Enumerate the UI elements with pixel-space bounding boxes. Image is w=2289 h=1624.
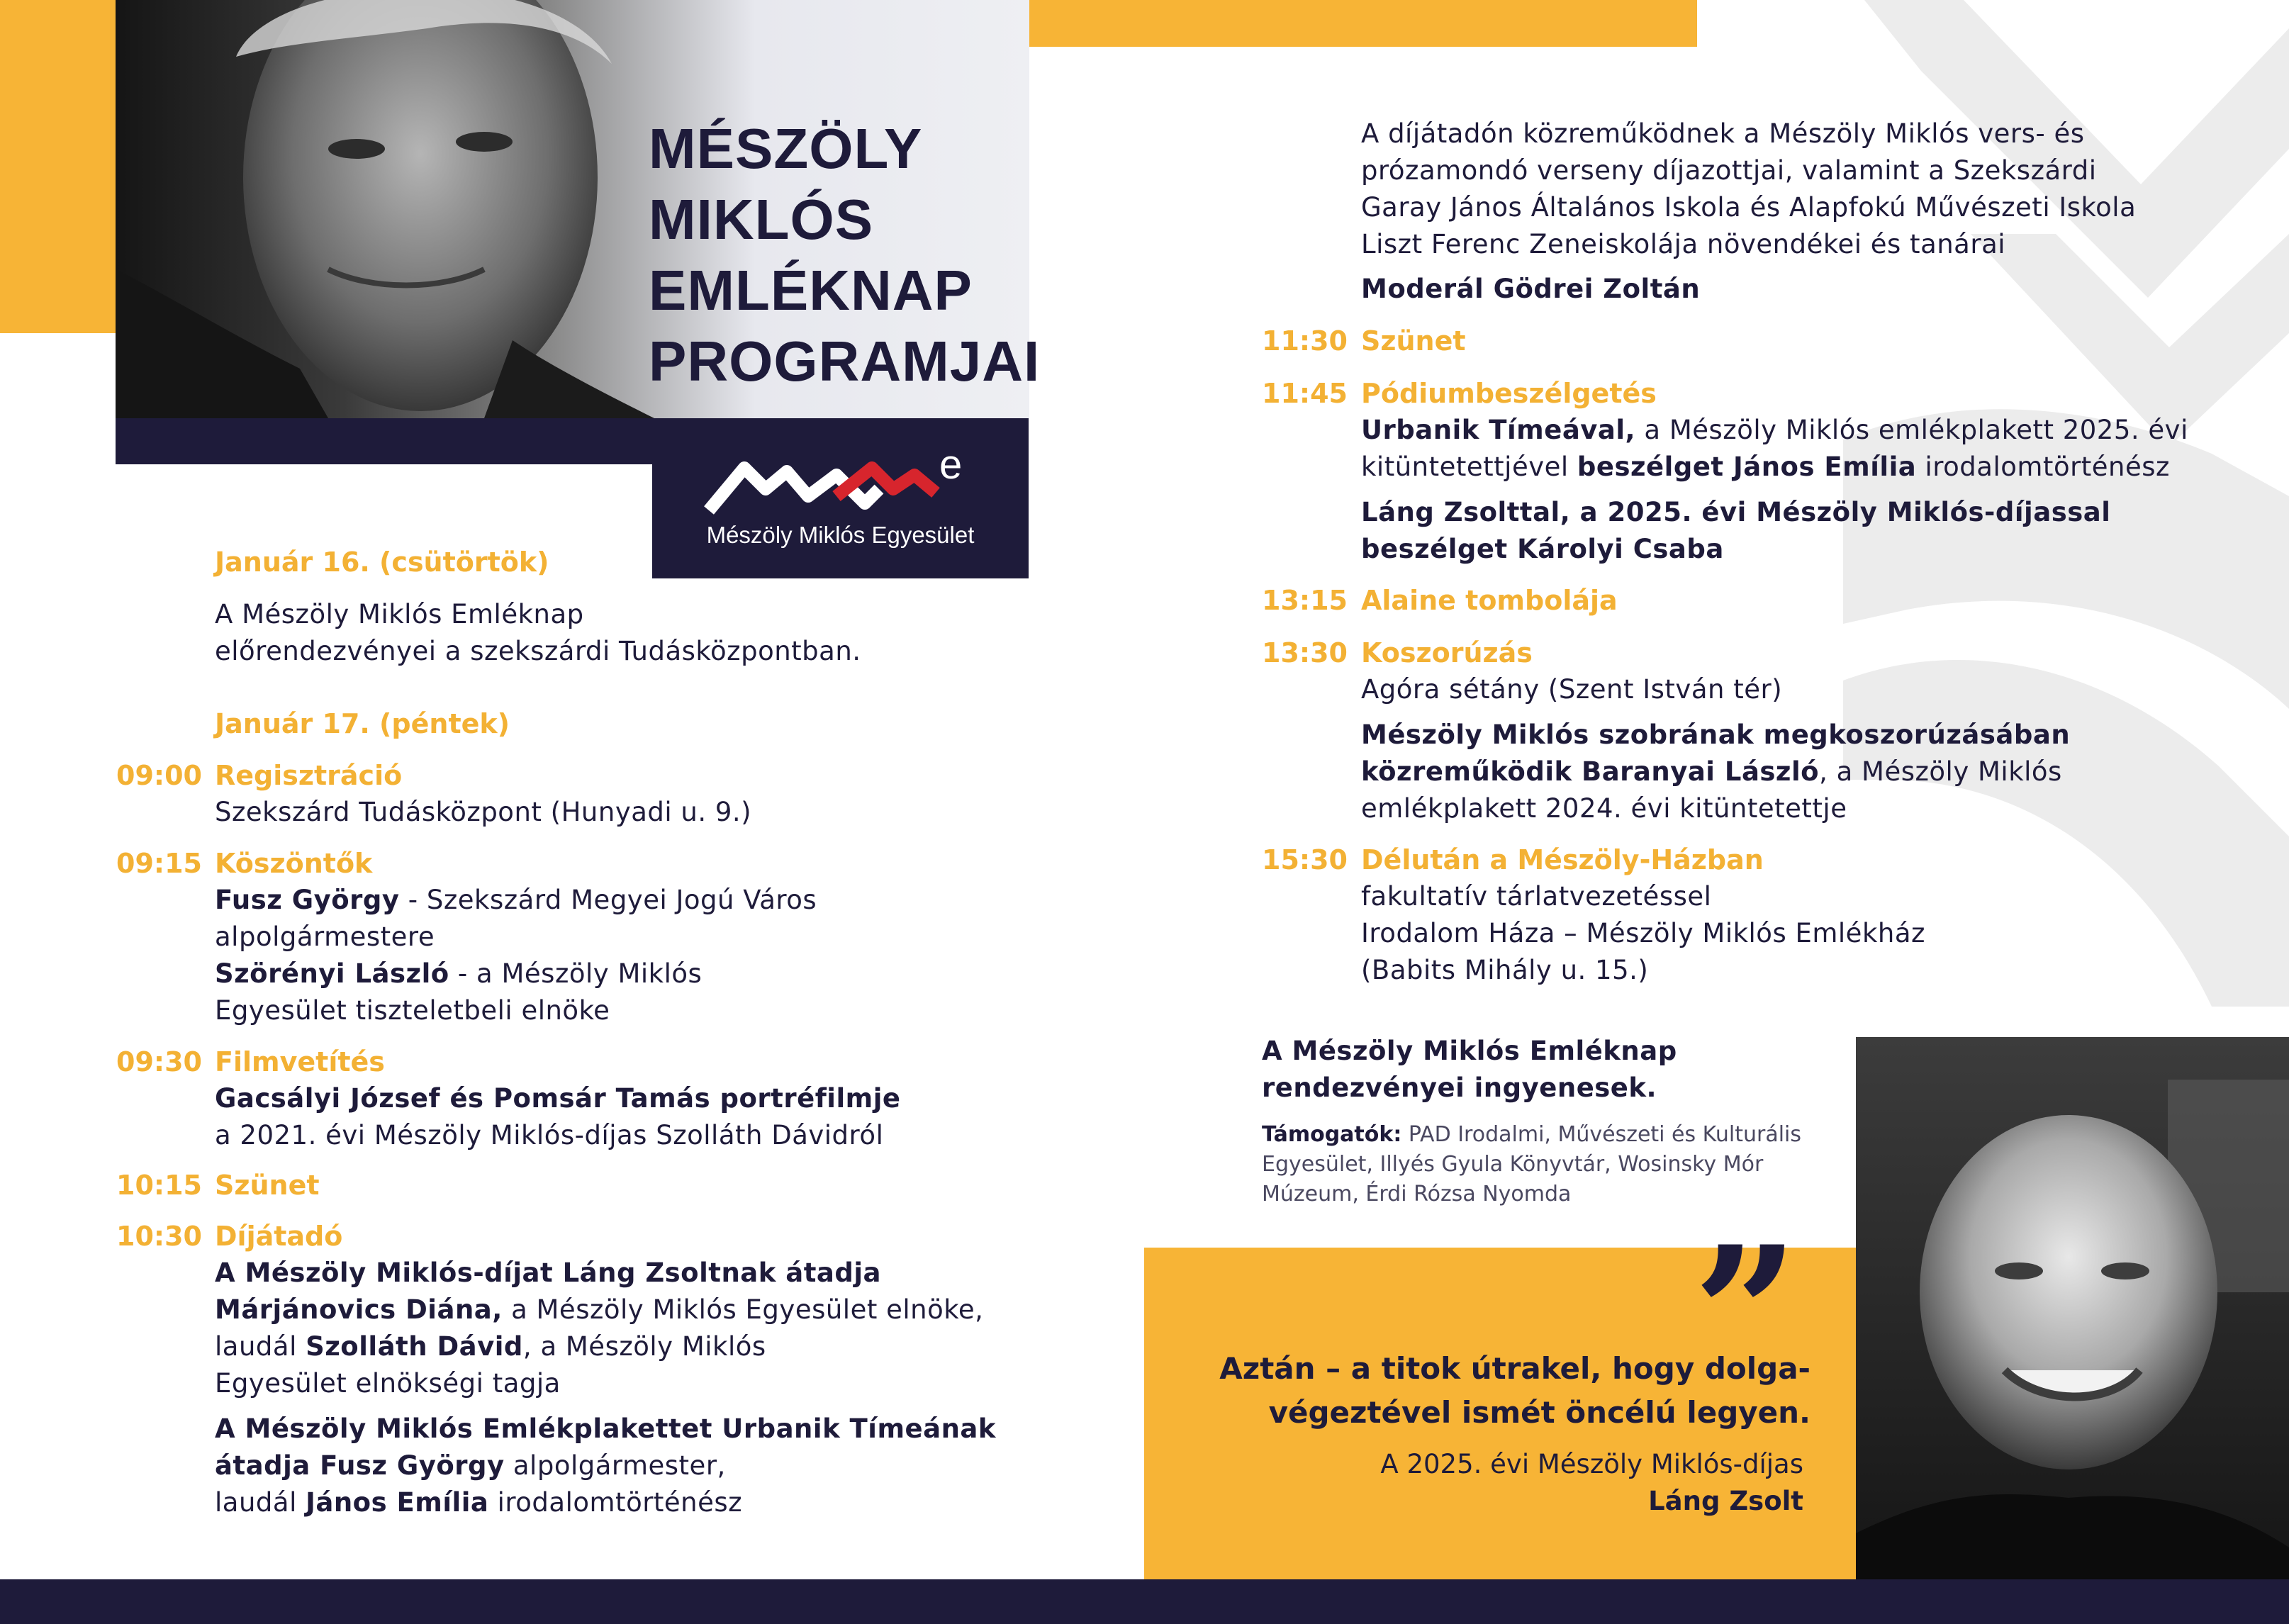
- time-panel: 11:45: [1262, 378, 1348, 409]
- greet-role: - a Mészöly Miklós: [449, 958, 703, 989]
- sponsors-line: Múzeum, Érdi Rózsa Nyomda: [1262, 1182, 1572, 1206]
- panel-line: Láng Zsolttal, a 2025. évi Mészöly Miklós-díjassal: [1361, 497, 2111, 527]
- title-award: Díjátadó: [215, 1221, 343, 1252]
- association-logo: [652, 418, 1029, 578]
- free-line: rendezvényei ingyenesek.: [1262, 1073, 1657, 1103]
- award-role: irodalomtörténész: [488, 1487, 743, 1518]
- award-line: [215, 1484, 742, 1521]
- award-presenter: Márjánovics Diána,: [215, 1294, 503, 1325]
- title-film: Filmvetítés: [215, 1046, 385, 1077]
- wreath-line: Mészöly Miklós szobrának megkoszorúzásában: [1361, 719, 2071, 750]
- time-award: 10:30: [116, 1221, 202, 1252]
- award-line: [215, 1292, 983, 1328]
- portrait-photo-lang-zsolt: [1856, 1037, 2289, 1624]
- day2-date: Január 17. (péntek): [215, 708, 510, 739]
- wreath-line: emlékplakett 2024. évi kitüntetettje: [1361, 793, 1847, 824]
- sponsors-line: PAD Irodalmi, Művészeti és Kulturális: [1401, 1122, 1802, 1147]
- sponsors-line: Egyesület, Illyés Gyula Könyvtár, Wosinsky Mór: [1262, 1152, 1764, 1177]
- greet-speaker: Fusz György: [215, 885, 400, 915]
- reg-line: Szekszárd Tudásközpont (Hunyadi u. 9.): [215, 797, 752, 827]
- day1-date: Január 16. (csütörtök): [215, 547, 549, 578]
- award-role: a Mészöly Miklós Egyesület elnöke,: [502, 1294, 984, 1325]
- time-afternoon: 15:30: [1262, 844, 1348, 875]
- wreath-person: közreműködik Baranyai László: [1361, 756, 1820, 787]
- award-role: , a Mészöly Miklós: [522, 1331, 766, 1362]
- award-line: [215, 1328, 766, 1365]
- panel-role: a Mészöly Miklós emlékplakett 2025. évi: [1635, 415, 2188, 445]
- title-afternoon: Délután a Mészöly-Házban: [1361, 844, 1764, 875]
- award-pre: laudál: [215, 1487, 306, 1518]
- wreath-line: Agóra sétány (Szent István tér): [1361, 674, 1783, 705]
- award-presenter: átadja Fusz György: [215, 1450, 505, 1481]
- time-wreath: 13:30: [1262, 637, 1348, 668]
- quote-line: Aztán – a titok útrakel, hogy dolga-: [1219, 1351, 1811, 1386]
- logo-mark-icon: [702, 447, 985, 517]
- time-break2: 11:30: [1262, 325, 1348, 357]
- intro-line: Liszt Ferenc Zeneiskolája növendékei és tanárai: [1361, 229, 2006, 259]
- sponsors-label: Támogatók:: [1262, 1122, 1402, 1147]
- logo-name: Mészöly Miklós Egyesület: [706, 522, 975, 548]
- quote-line: végeztével ismét öncélú legyen.: [1268, 1395, 1811, 1430]
- day1-line: előrendezvényei a szekszárdi Tudásközpontban.: [215, 636, 861, 666]
- intro-line: A díjátadón közreműködnek a Mészöly Miklós vers- és: [1361, 118, 2085, 149]
- award-line: A Mészöly Miklós Emlékplakettet Urbanik Tímeának: [215, 1413, 997, 1444]
- intro-line: prózamondó verseny díjazottjai, valamint a Szekszárdi: [1361, 155, 2097, 186]
- greet-line: [215, 882, 817, 919]
- quote-attr-line: A 2025. évi Mészöly Miklós-díjas: [1380, 1449, 1803, 1479]
- panel-pre: kitüntetettjével: [1361, 452, 1577, 482]
- greet-line: Egyesület tiszteletbeli elnöke: [215, 995, 610, 1026]
- panel-line: beszélget Károlyi Csaba: [1361, 534, 1724, 564]
- film-line: Gacsályi József és Pomsár Tamás portréfilmje: [215, 1083, 901, 1114]
- quote-text: [1144, 1347, 1811, 1435]
- title-break1: Szünet: [215, 1170, 320, 1201]
- afternoon-line: fakultatív tárlatvezetéssel: [1361, 881, 1712, 912]
- award-role: alpolgármester,: [504, 1450, 726, 1481]
- bottom-bar: [0, 1579, 2289, 1624]
- title-line: MIKLÓS: [649, 188, 874, 251]
- award-laudator: Szolláth Dávid: [306, 1331, 523, 1362]
- wreath-line: [1361, 754, 2062, 790]
- award-line: [215, 1447, 726, 1484]
- sponsors: [1262, 1120, 1801, 1209]
- afternoon-line: (Babits Mihály u. 15.): [1361, 955, 1649, 985]
- time-break1: 10:15: [116, 1170, 202, 1201]
- time-tombola: 13:15: [1262, 585, 1348, 616]
- panel-guest: Urbanik Tímeával,: [1361, 415, 1636, 445]
- greet-line: [215, 956, 702, 992]
- title-line: MÉSZÖLY: [649, 117, 923, 180]
- title-line: EMLÉKNAP: [649, 259, 973, 322]
- free-line: A Mészöly Miklós Emléknap: [1262, 1036, 1677, 1066]
- intro-line: Garay János Általános Iskola és Alapfokú Művészeti Iskola: [1361, 192, 2137, 223]
- quote-mark-icon: ”: [1693, 1206, 1799, 1423]
- title-tombola: Alaine tombolája: [1361, 585, 1618, 616]
- title-greet: Köszöntők: [215, 848, 373, 879]
- film-line: a 2021. évi Mészöly Miklós-díjas Szolláth Dávidról: [215, 1120, 884, 1150]
- quote-attribution: [1144, 1446, 1803, 1520]
- time-reg: 09:00: [116, 760, 202, 791]
- greet-speaker: Szörényi László: [215, 958, 449, 989]
- page-title: [649, 113, 1040, 397]
- award-pre: laudál: [215, 1331, 306, 1362]
- panel-line: [1361, 449, 2170, 486]
- award-laudator: János Emília: [306, 1487, 489, 1518]
- time-film: 09:30: [116, 1046, 202, 1077]
- title-break2: Szünet: [1361, 325, 1466, 357]
- quote-author: Láng Zsolt: [1648, 1486, 1803, 1516]
- orange-accent-left: [0, 0, 116, 333]
- orange-accent-top: [1029, 0, 1697, 47]
- moderator: Moderál Gödrei Zoltán: [1361, 274, 1701, 304]
- title-reg: Regisztráció: [215, 760, 403, 791]
- award-line: Egyesület elnökségi tagja: [215, 1368, 561, 1399]
- award-line: A Mészöly Miklós-díjat Láng Zsoltnak átadja: [215, 1258, 882, 1288]
- panel-role: irodalomtörténész: [1916, 452, 2170, 482]
- logo-letter: e: [939, 447, 963, 488]
- panel-line: [1361, 412, 2188, 449]
- greet-role: - Szekszárd Megyei Jogú Város: [399, 885, 817, 915]
- title-line: PROGRAMJAI: [649, 330, 1041, 393]
- wreath-role: , a Mészöly Miklós: [1819, 756, 2062, 787]
- title-panel: Pódiumbeszélgetés: [1361, 378, 1657, 409]
- title-wreath: Koszorúzás: [1361, 637, 1533, 668]
- day1-line: A Mészöly Miklós Emléknap: [215, 599, 584, 629]
- greet-line: alpolgármestere: [215, 922, 435, 952]
- time-greet: 09:15: [116, 848, 202, 879]
- afternoon-line: Irodalom Háza – Mészöly Miklós Emlékház: [1361, 918, 1925, 948]
- photo-bar: [116, 418, 654, 464]
- panel-host: beszélget János Emília: [1577, 452, 1917, 482]
